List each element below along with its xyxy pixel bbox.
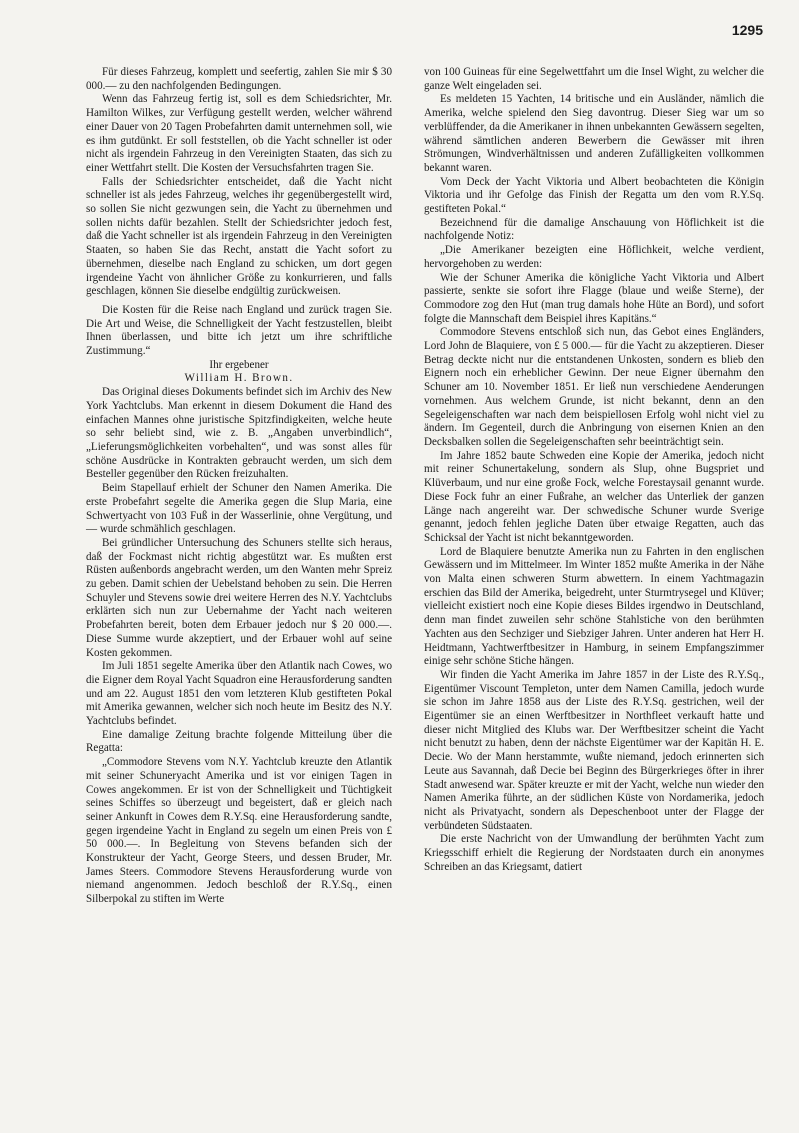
letter-signature: William H. Brown. bbox=[184, 372, 294, 385]
body-paragraph: Beim Stapellauf erhielt der Schuner den Namen Amerika. Die erste Probefahrt segelte die Amerika gegen die Slup Maria, eine Schwertyacht von 103 Fuß in der Wasserlinie, ohne Vergütung, und — wurde schmählich geschlagen. bbox=[86, 482, 392, 536]
letter-paragraph: Falls der Schiedsrichter entscheidet, daß die Yacht nicht schneller ist als jedes Fahrzeug, welches ihr gegenübergestellt wird, so sollen Sie nicht gezwungen sein, die Yacht zu übernehmen und sollen nichts dafür bezahlen. Stellt der Schiedsrichter jedoch fest, daß die Yacht schneller ist als irgendein Fahrzeug in den Vereinigten Staaten, so haben Sie das Recht, anstatt die Yacht sofort zu übernehmen, dieselbe nach England zu schicken, um dort gegen irgendeine Yacht von ähnlicher Größe zu konkurrieren, und falls geschlagen, können Sie dieselbe endgültig zurückweisen. bbox=[86, 175, 392, 298]
quote-paragraph: Wie der Schuner Amerika die königliche Yacht Viktoria und Albert passierte, senkte sie sofort ihre Flagge (blaue und weiße Sterne), der Commodore zog den Hut (man trug damals hohe Hüte an Bord), und sofort folgte die Mannschaft dem Beispiel ihres Kapitäns.“ bbox=[424, 271, 764, 325]
body-paragraph: Im Juli 1851 segelte Amerika über den Atlantik nach Cowes, wo die Eigner dem Royal Yacht Squadron eine Herausforderung sandten und am 22. August 1851 den vom letzteren Klub gestifteten Pokal mit Amerika gewannen, welcher sich noch heute im Besitz des N.Y. Yachtclubs befindet. bbox=[86, 660, 392, 728]
right-column bbox=[424, 66, 764, 874]
quote-paragraph: „Die Amerikaner bezeigten eine Höflichkeit, welche verdient, hervorgehoben zu werden: bbox=[424, 244, 764, 270]
letter-paragraph: Für dieses Fahrzeug, komplett und seefertig, zahlen Sie mir $ 30 000.— zu den nachfolgenden Bedingungen. bbox=[86, 66, 392, 92]
body-paragraph: Lord de Blaquiere benutzte Amerika nun zu Fahrten in den englischen Gewässern und im Mittelmeer. Im Winter 1852 mußte Amerika in der Nähe von Malta einen schweren Sturm abwettern. In einem Yachtmagazin erschien das Bild der Amerika, beigedreht, unter Sturmtrysegel und Klüver; vielleicht existiert noch eine Kopie dieses Bildes irgendwo in Deutschland, denn man findet zuweilen sehr schöne Stahlstiche von den berühmten Yachten aus den Sechziger und Siebziger Jahren. Unter anderen hat Herr H. Heidtmann, Yachtwerftbesitzer in Hamburg, in seinem Empfangszimmer einige sehr schöne Stiche hängen. bbox=[424, 545, 764, 668]
body-paragraph: Die erste Nachricht von der Umwandlung der berühmten Yacht zum Kriegsschiff erhielt die Regierung der Nordstaaten durch ein anonymes Schreiben an das Kriegsamt, datiert bbox=[424, 833, 764, 873]
letter-closing: Ihr ergebener bbox=[209, 358, 269, 371]
body-paragraph: Wir finden die Yacht Amerika im Jahre 1857 in der Liste des R.Y.Sq., Eigentümer Viscount Templeton, unter dem Namen Camilla, jedoch wurde sie schon im Jahre 1858 aus der Liste des R.Y.Sq. gestrichen, weil der Eigentümer sie an einen Werftbesitzer in Northfleet verkauft hatte und dieser nicht Mitglied des Klubs war. Der Werftbesitzer scheint die Yacht nicht benutzt zu haben, denn der nächste Eigentümer war der Kapitän H. E. Decie. Wo der Mann herstammte, wußte niemand, jedoch erinnerten sich Leute aus Savannah, daß Decie bei Beginn des Bürgerkrieges öfter in ihrer Stadt anwesend war. Später kreuzte er mit der Yacht, welche nun wieder den Namen Amerika führte, an der südlichen Küste von Nordamerika, jedoch nicht als Privatyacht, sondern als Depeschenboot unter der Flagge der verbündeten Südstaaten. bbox=[424, 668, 764, 832]
quote-paragraph: Vom Deck der Yacht Viktoria und Albert beobachteten die Königin Viktoria und ihr Gefolge das Finish der Regatta um den vom R.Y.Sq. gestifteten Pokal.“ bbox=[424, 175, 764, 216]
body-paragraph: Commodore Stevens entschloß sich nun, das Gebot eines Engländers, Lord John de Blaquiere, von £ 5 000.— für die Yacht zu akzeptieren. Dieser Betrag deckte nicht nur die entstandenen Unkosten, sondern es blieb den Eignern noch ein erheblicher Gewinn. Der neue Eigner übernahm den Schuner am 10. November 1851. Er ließ nun verschiedene Aenderungen vornehmen. Aus welchem Grunde, ist nicht bekannt, denn an den Segeleigenschaften war nach dem beispiellosen Erfolg wohl nicht viel zu ändern. Im Gegenteil, durch die Anbringung von eisernen Knien an den Decksbalken sollen die Segeleigenschaften sehr beeinträchtigt sein. bbox=[424, 326, 764, 448]
letter-paragraph: Die Kosten für die Reise nach England und zurück tragen Sie. Die Art und Weise, die Schnelligkeit der Yacht festzustellen, bleibt Ihnen überlassen, und bitte ich jetzt um ihre schriftliche Zustimmung.“ bbox=[86, 303, 392, 358]
body-paragraph: Bezeichnend für die damalige Anschauung von Höflichkeit ist die nachfolgende Notiz: bbox=[424, 216, 764, 243]
body-paragraph: Im Jahre 1852 baute Schweden eine Kopie der Amerika, jedoch nicht mit reiner Schunertakelung, sondern als Slup, ohne Bugspriet und Klüverbaum, und nur eine große Fock, welche Forestaysail genannt wurde. Diese Fock fuhr an einer Fußrahe, an welcher das Unterliek der ganzen Länge nach angereiht war. Der schwedische Schuner wurde Sverige genannt, jedoch fehlen jegliche Daten über etwaige Regatten, auch das Schicksal der Yacht ist nicht bekanntgeworden. bbox=[424, 449, 764, 544]
body-paragraph: Das Original dieses Dokuments befindet sich im Archiv des New York Yachtclubs. Man erkennt in diesem Dokument die Hand des einfachen Mannes ohne juristische Spitzfindigkeiten, welche heute so sehr beliebt sind, wie z. B. „Angaben unverbindlich“, „Lieferungsmöglichkeiten vorbehalten“, und was sonst alles für schöne Ausdrücke in Kontrakten gebraucht werden, um sich dem Besteller gegenüber den Rücken freizuhalten. bbox=[86, 386, 392, 481]
quote-paragraph: „Commodore Stevens vom N.Y. Yachtclub kreuzte den Atlantik mit seiner Schuneryacht Amerika und ist vor einigen Tagen in Cowes angekommen. Er ist von der Schnelligkeit und Tüchtigkeit seines Schiffes so überzeugt und begeistert, daß er gleich nach seiner Ankunft in Cowes dem R.Y.Sq. eine Herausforderung sandte, gegen irgendeine Yacht in England zu segeln um einen Preis von £ 50 000.—. In Begleitung von Stevens befanden sich der Konstrukteur der Yacht, George Steers, und dessen Bruder, Mr. James Steers. Commodore Stevens Herausforderung wurde von niemand angenommen. Jedoch beschloß der R.Y.Sq., einen Silberpokal zu stiften im Werte bbox=[86, 756, 392, 906]
quote-paragraph: Es meldeten 15 Yachten, 14 britische und ein Ausländer, nämlich die Amerika, welche spielend den Sieg davontrug. Dieser Sieg war um so verblüffender, da die Amerikaner in ihnen unbekannten Gewässern segelten, während sämtlichen anderen Bewerbern die Gewässer mit ihren Strömungen, Windverhältnissen und anderen Zufälligkeiten vollkommen bekannt waren. bbox=[424, 93, 764, 174]
body-paragraph: Eine damalige Zeitung brachte folgende Mitteilung über die Regatta: bbox=[86, 728, 392, 755]
quote-paragraph: von 100 Guineas für eine Segelwettfahrt um die Insel Wight, zu welcher die ganze Welt eingeladen sei. bbox=[424, 66, 764, 92]
left-column bbox=[86, 66, 392, 907]
letter-paragraph: Wenn das Fahrzeug fertig ist, soll es dem Schiedsrichter, Mr. Hamilton Wilkes, zur Verfügung gestellt werden, welcher während einer Dauer von 20 Tagen Probefahrten damit unternehmen soll, wie es ihm gutdünkt. Er soll feststellen, ob die Yacht schneller ist oder nicht als irgendein Fahrzeug in den Vereinigten Staaten, das sich zu einer Wettfahrt stellt. Die Kosten der Versuchsfahrten tragen Sie. bbox=[86, 93, 392, 174]
body-paragraph: Bei gründlicher Untersuchung des Schuners stellte sich heraus, daß der Fockmast nicht richtig abgestützt war. Es mußten erst Rüsten außenbords angebracht werden, um den Wanten mehr Spreiz zu geben. Damit schien der Uebelstand behoben zu sein. Die Herren Schuyler und Stevens sowie drei weitere Herren des N.Y. Yachtclubs erklärten sich nun zur Uebernahme der Yacht nach weiteren Probefahrten bereit, boten dem Erbauer jedoch nur $ 20 000.—. Diese Summe wurde akzeptiert, und der Erbauer wohl auf seine Kosten gekommen. bbox=[86, 536, 392, 659]
page-number: 1295 bbox=[731, 22, 763, 38]
